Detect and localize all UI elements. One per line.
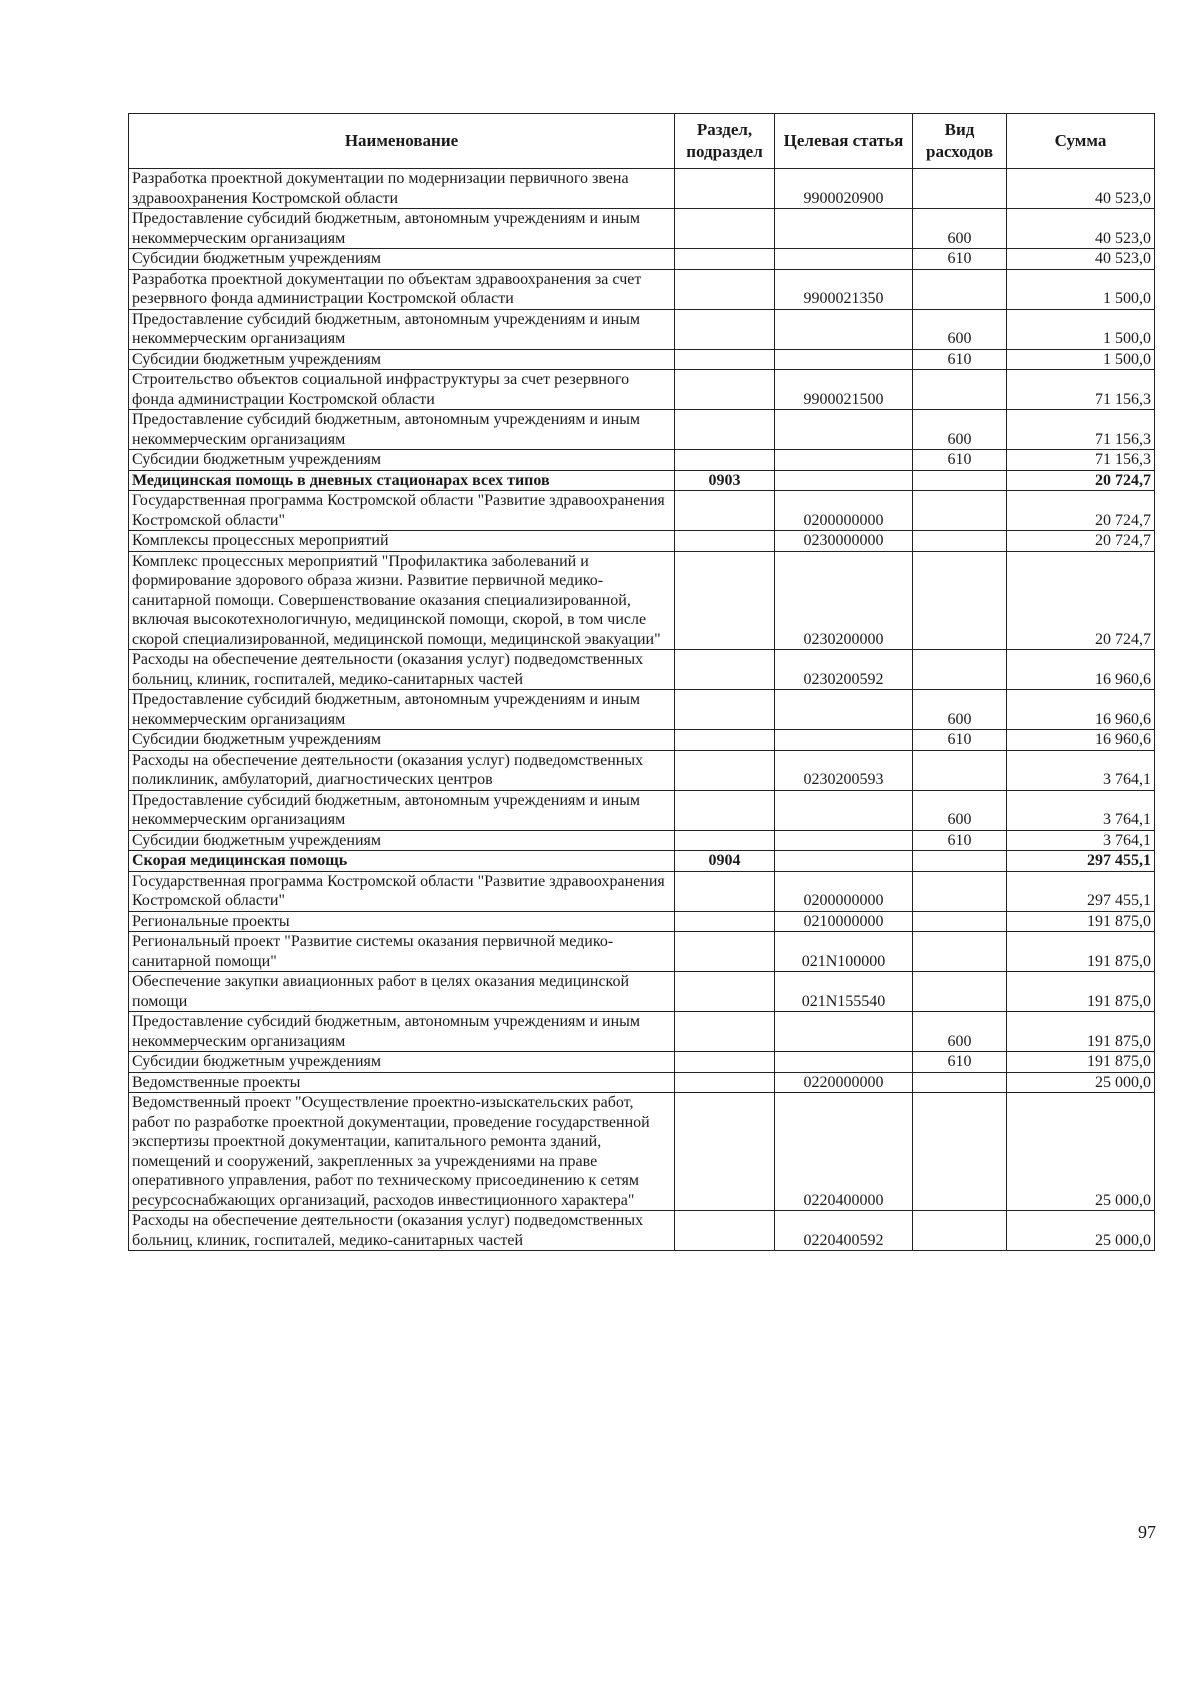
table-row <box>129 309 1155 349</box>
table-row <box>129 370 1155 410</box>
cell-target: 0230200593 <box>775 750 913 790</box>
cell-name: Предоставление субсидий бюджетным, автономным учреждениям и иным некоммерческим организациям <box>129 309 675 349</box>
cell-name: Расходы на обеспечение деятельности (оказания услуг) подведомственных больниц, клиник, госпиталей, медико-санитарных частей <box>129 1211 675 1251</box>
cell-section <box>675 830 775 851</box>
cell-name: Субсидии бюджетным учреждениям <box>129 730 675 751</box>
cell-exptype <box>913 370 1007 410</box>
page-number: 97 <box>1138 1522 1156 1542</box>
table-row <box>129 750 1155 790</box>
cell-name: Разработка проектной документации по модернизации первичного звена здравоохранения Костромской области <box>129 169 675 209</box>
cell-amount: 20 724,7 <box>1007 491 1155 531</box>
cell-section <box>675 349 775 370</box>
cell-name: Расходы на обеспечение деятельности (оказания услуг) подведомственных поликлиник, амбулаторий, диагностических центров <box>129 750 675 790</box>
header-amount: Сумма <box>1007 114 1155 169</box>
cell-amount: 16 960,6 <box>1007 650 1155 690</box>
cell-exptype: 610 <box>913 450 1007 471</box>
header-target: Целевая статья <box>775 114 913 169</box>
cell-section <box>675 209 775 249</box>
cell-name: Комплексы процессных мероприятий <box>129 531 675 552</box>
cell-exptype: 610 <box>913 349 1007 370</box>
cell-section <box>675 730 775 751</box>
header-exptype: Вид расходов <box>913 114 1007 169</box>
cell-name: Разработка проектной документации по объектам здравоохранения за счет резервного фонда администрации Костромской области <box>129 269 675 309</box>
cell-target: 0200000000 <box>775 871 913 911</box>
cell-amount: 1 500,0 <box>1007 349 1155 370</box>
cell-amount: 297 455,1 <box>1007 851 1155 872</box>
cell-section <box>675 309 775 349</box>
table-row <box>129 450 1155 471</box>
cell-exptype <box>913 871 1007 911</box>
cell-section <box>675 790 775 830</box>
table-row <box>129 349 1155 370</box>
cell-name: Региональные проекты <box>129 911 675 932</box>
table-row <box>129 470 1155 491</box>
cell-section <box>675 450 775 471</box>
cell-section <box>675 932 775 972</box>
cell-name: Ведомственный проект "Осуществление проектно-изыскательских работ, работ по разработке проектной документации, проведение государственной экспертизы проектной документации, капитального ремонта зданий, помещений и сооружений, закрепленных за учреждениями на праве оперативного управления, работ по техническому присоединению к сетям ресурсоснабжающих организаций, расходов инвестиционного характера" <box>129 1093 675 1211</box>
cell-target: 0200000000 <box>775 491 913 531</box>
cell-amount: 3 764,1 <box>1007 830 1155 851</box>
cell-name: Обеспечение закупки авиационных работ в целях оказания медицинской помощи <box>129 972 675 1012</box>
cell-exptype <box>913 750 1007 790</box>
cell-section <box>675 1093 775 1211</box>
cell-amount: 1 500,0 <box>1007 269 1155 309</box>
cell-exptype <box>913 551 1007 650</box>
cell-amount: 71 156,3 <box>1007 450 1155 471</box>
cell-amount: 191 875,0 <box>1007 1012 1155 1052</box>
cell-amount: 191 875,0 <box>1007 1052 1155 1073</box>
table-row <box>129 249 1155 270</box>
cell-section <box>675 249 775 270</box>
cell-target <box>775 450 913 471</box>
cell-target: 0210000000 <box>775 911 913 932</box>
header-name: Наименование <box>129 114 675 169</box>
cell-target: 0220000000 <box>775 1072 913 1093</box>
cell-exptype: 610 <box>913 830 1007 851</box>
table-row <box>129 851 1155 872</box>
table-header-row <box>129 114 1155 169</box>
cell-target <box>775 1052 913 1073</box>
cell-section <box>675 690 775 730</box>
cell-exptype <box>913 1093 1007 1211</box>
cell-target: 021N155540 <box>775 972 913 1012</box>
table-row <box>129 551 1155 650</box>
cell-section <box>675 1052 775 1073</box>
cell-section <box>675 169 775 209</box>
cell-section <box>675 1211 775 1251</box>
cell-name: Скорая медицинская помощь <box>129 851 675 872</box>
cell-amount: 16 960,6 <box>1007 690 1155 730</box>
cell-name: Медицинская помощь в дневных стационарах всех типов <box>129 470 675 491</box>
cell-section <box>675 871 775 911</box>
cell-name: Региональный проект "Развитие системы оказания первичной медико-санитарной помощи" <box>129 932 675 972</box>
cell-amount: 3 764,1 <box>1007 750 1155 790</box>
cell-section <box>675 1072 775 1093</box>
table-row <box>129 531 1155 552</box>
cell-section <box>675 410 775 450</box>
cell-target: 0230000000 <box>775 531 913 552</box>
cell-target: 9900021350 <box>775 269 913 309</box>
cell-amount: 40 523,0 <box>1007 249 1155 270</box>
cell-exptype: 600 <box>913 309 1007 349</box>
table-row <box>129 932 1155 972</box>
cell-target: 9900020900 <box>775 169 913 209</box>
table-row <box>129 1052 1155 1073</box>
table-row <box>129 830 1155 851</box>
cell-amount: 20 724,7 <box>1007 531 1155 552</box>
cell-section <box>675 370 775 410</box>
cell-target: 0230200000 <box>775 551 913 650</box>
table-row <box>129 790 1155 830</box>
table-row <box>129 911 1155 932</box>
cell-amount: 20 724,7 <box>1007 551 1155 650</box>
cell-target <box>775 1012 913 1052</box>
table-row <box>129 491 1155 531</box>
cell-name: Предоставление субсидий бюджетным, автономным учреждениям и иным некоммерческим организациям <box>129 690 675 730</box>
cell-amount: 1 500,0 <box>1007 309 1155 349</box>
cell-name: Субсидии бюджетным учреждениям <box>129 349 675 370</box>
cell-exptype <box>913 169 1007 209</box>
cell-exptype: 610 <box>913 730 1007 751</box>
cell-exptype <box>913 972 1007 1012</box>
cell-exptype <box>913 1072 1007 1093</box>
cell-exptype <box>913 1211 1007 1251</box>
cell-target <box>775 309 913 349</box>
cell-exptype: 600 <box>913 690 1007 730</box>
table-row <box>129 209 1155 249</box>
cell-exptype <box>913 470 1007 491</box>
cell-name: Предоставление субсидий бюджетным, автономным учреждениям и иным некоммерческим организациям <box>129 410 675 450</box>
cell-name: Ведомственные проекты <box>129 1072 675 1093</box>
cell-target <box>775 830 913 851</box>
cell-target: 021N100000 <box>775 932 913 972</box>
table-row <box>129 972 1155 1012</box>
cell-name: Государственная программа Костромской области "Развитие здравоохранения Костромской области" <box>129 491 675 531</box>
cell-amount: 71 156,3 <box>1007 410 1155 450</box>
cell-name: Субсидии бюджетным учреждениям <box>129 450 675 471</box>
cell-target <box>775 470 913 491</box>
cell-section <box>675 491 775 531</box>
cell-amount: 40 523,0 <box>1007 169 1155 209</box>
cell-amount: 25 000,0 <box>1007 1072 1155 1093</box>
table-row <box>129 1093 1155 1211</box>
cell-exptype: 600 <box>913 790 1007 830</box>
cell-section <box>675 269 775 309</box>
cell-amount: 25 000,0 <box>1007 1093 1155 1211</box>
cell-name: Комплекс процессных мероприятий "Профилактика заболеваний и формирование здорового образа жизни. Развитие первичной медико-санитарной помощи. Совершенствование оказания специализированной, включая высокотехнологичную, медицинской помощи, скорой, в том числе скорой специализированной, медицинской помощи, медицинской эвакуации" <box>129 551 675 650</box>
cell-exptype <box>913 911 1007 932</box>
cell-target <box>775 730 913 751</box>
table-row <box>129 730 1155 751</box>
cell-exptype: 610 <box>913 1052 1007 1073</box>
cell-target <box>775 209 913 249</box>
cell-name: Субсидии бюджетным учреждениям <box>129 1052 675 1073</box>
cell-amount: 191 875,0 <box>1007 972 1155 1012</box>
cell-target <box>775 690 913 730</box>
cell-amount: 71 156,3 <box>1007 370 1155 410</box>
cell-exptype <box>913 531 1007 552</box>
cell-exptype <box>913 932 1007 972</box>
cell-exptype <box>913 491 1007 531</box>
table-row <box>129 650 1155 690</box>
cell-target: 0220400592 <box>775 1211 913 1251</box>
table-row <box>129 1012 1155 1052</box>
cell-section <box>675 911 775 932</box>
header-section: Раздел, подраздел <box>675 114 775 169</box>
cell-name: Предоставление субсидий бюджетным, автономным учреждениям и иным некоммерческим организациям <box>129 209 675 249</box>
cell-amount: 16 960,6 <box>1007 730 1155 751</box>
cell-amount: 20 724,7 <box>1007 470 1155 491</box>
cell-amount: 191 875,0 <box>1007 911 1155 932</box>
cell-amount: 297 455,1 <box>1007 871 1155 911</box>
cell-target: 0220400000 <box>775 1093 913 1211</box>
cell-target <box>775 851 913 872</box>
cell-amount: 25 000,0 <box>1007 1211 1155 1251</box>
table-row <box>129 410 1155 450</box>
cell-target <box>775 790 913 830</box>
cell-exptype <box>913 851 1007 872</box>
cell-exptype: 600 <box>913 209 1007 249</box>
table-row <box>129 269 1155 309</box>
table-row <box>129 1211 1155 1251</box>
cell-exptype: 600 <box>913 1012 1007 1052</box>
cell-section <box>675 1012 775 1052</box>
cell-section: 0903 <box>675 470 775 491</box>
cell-section <box>675 972 775 1012</box>
cell-section <box>675 551 775 650</box>
cell-amount: 3 764,1 <box>1007 790 1155 830</box>
cell-section: 0904 <box>675 851 775 872</box>
cell-section <box>675 750 775 790</box>
cell-section <box>675 650 775 690</box>
cell-name: Государственная программа Костромской области "Развитие здравоохранения Костромской области" <box>129 871 675 911</box>
budget-table <box>128 113 1155 1251</box>
cell-name: Субсидии бюджетным учреждениям <box>129 249 675 270</box>
table-row <box>129 1072 1155 1093</box>
cell-exptype <box>913 269 1007 309</box>
cell-target: 9900021500 <box>775 370 913 410</box>
cell-name: Предоставление субсидий бюджетным, автономным учреждениям и иным некоммерческим организациям <box>129 790 675 830</box>
cell-exptype: 610 <box>913 249 1007 270</box>
cell-name: Предоставление субсидий бюджетным, автономным учреждениям и иным некоммерческим организациям <box>129 1012 675 1052</box>
cell-name: Строительство объектов социальной инфраструктуры за счет резервного фонда администрации Костромской области <box>129 370 675 410</box>
cell-target: 0230200592 <box>775 650 913 690</box>
cell-amount: 191 875,0 <box>1007 932 1155 972</box>
cell-name: Субсидии бюджетным учреждениям <box>129 830 675 851</box>
cell-amount: 40 523,0 <box>1007 209 1155 249</box>
table-row <box>129 169 1155 209</box>
cell-target <box>775 349 913 370</box>
cell-exptype: 600 <box>913 410 1007 450</box>
cell-name: Расходы на обеспечение деятельности (оказания услуг) подведомственных больниц, клиник, госпиталей, медико-санитарных частей <box>129 650 675 690</box>
cell-section <box>675 531 775 552</box>
table-row <box>129 871 1155 911</box>
table-row <box>129 690 1155 730</box>
cell-exptype <box>913 650 1007 690</box>
cell-target <box>775 249 913 270</box>
cell-target <box>775 410 913 450</box>
